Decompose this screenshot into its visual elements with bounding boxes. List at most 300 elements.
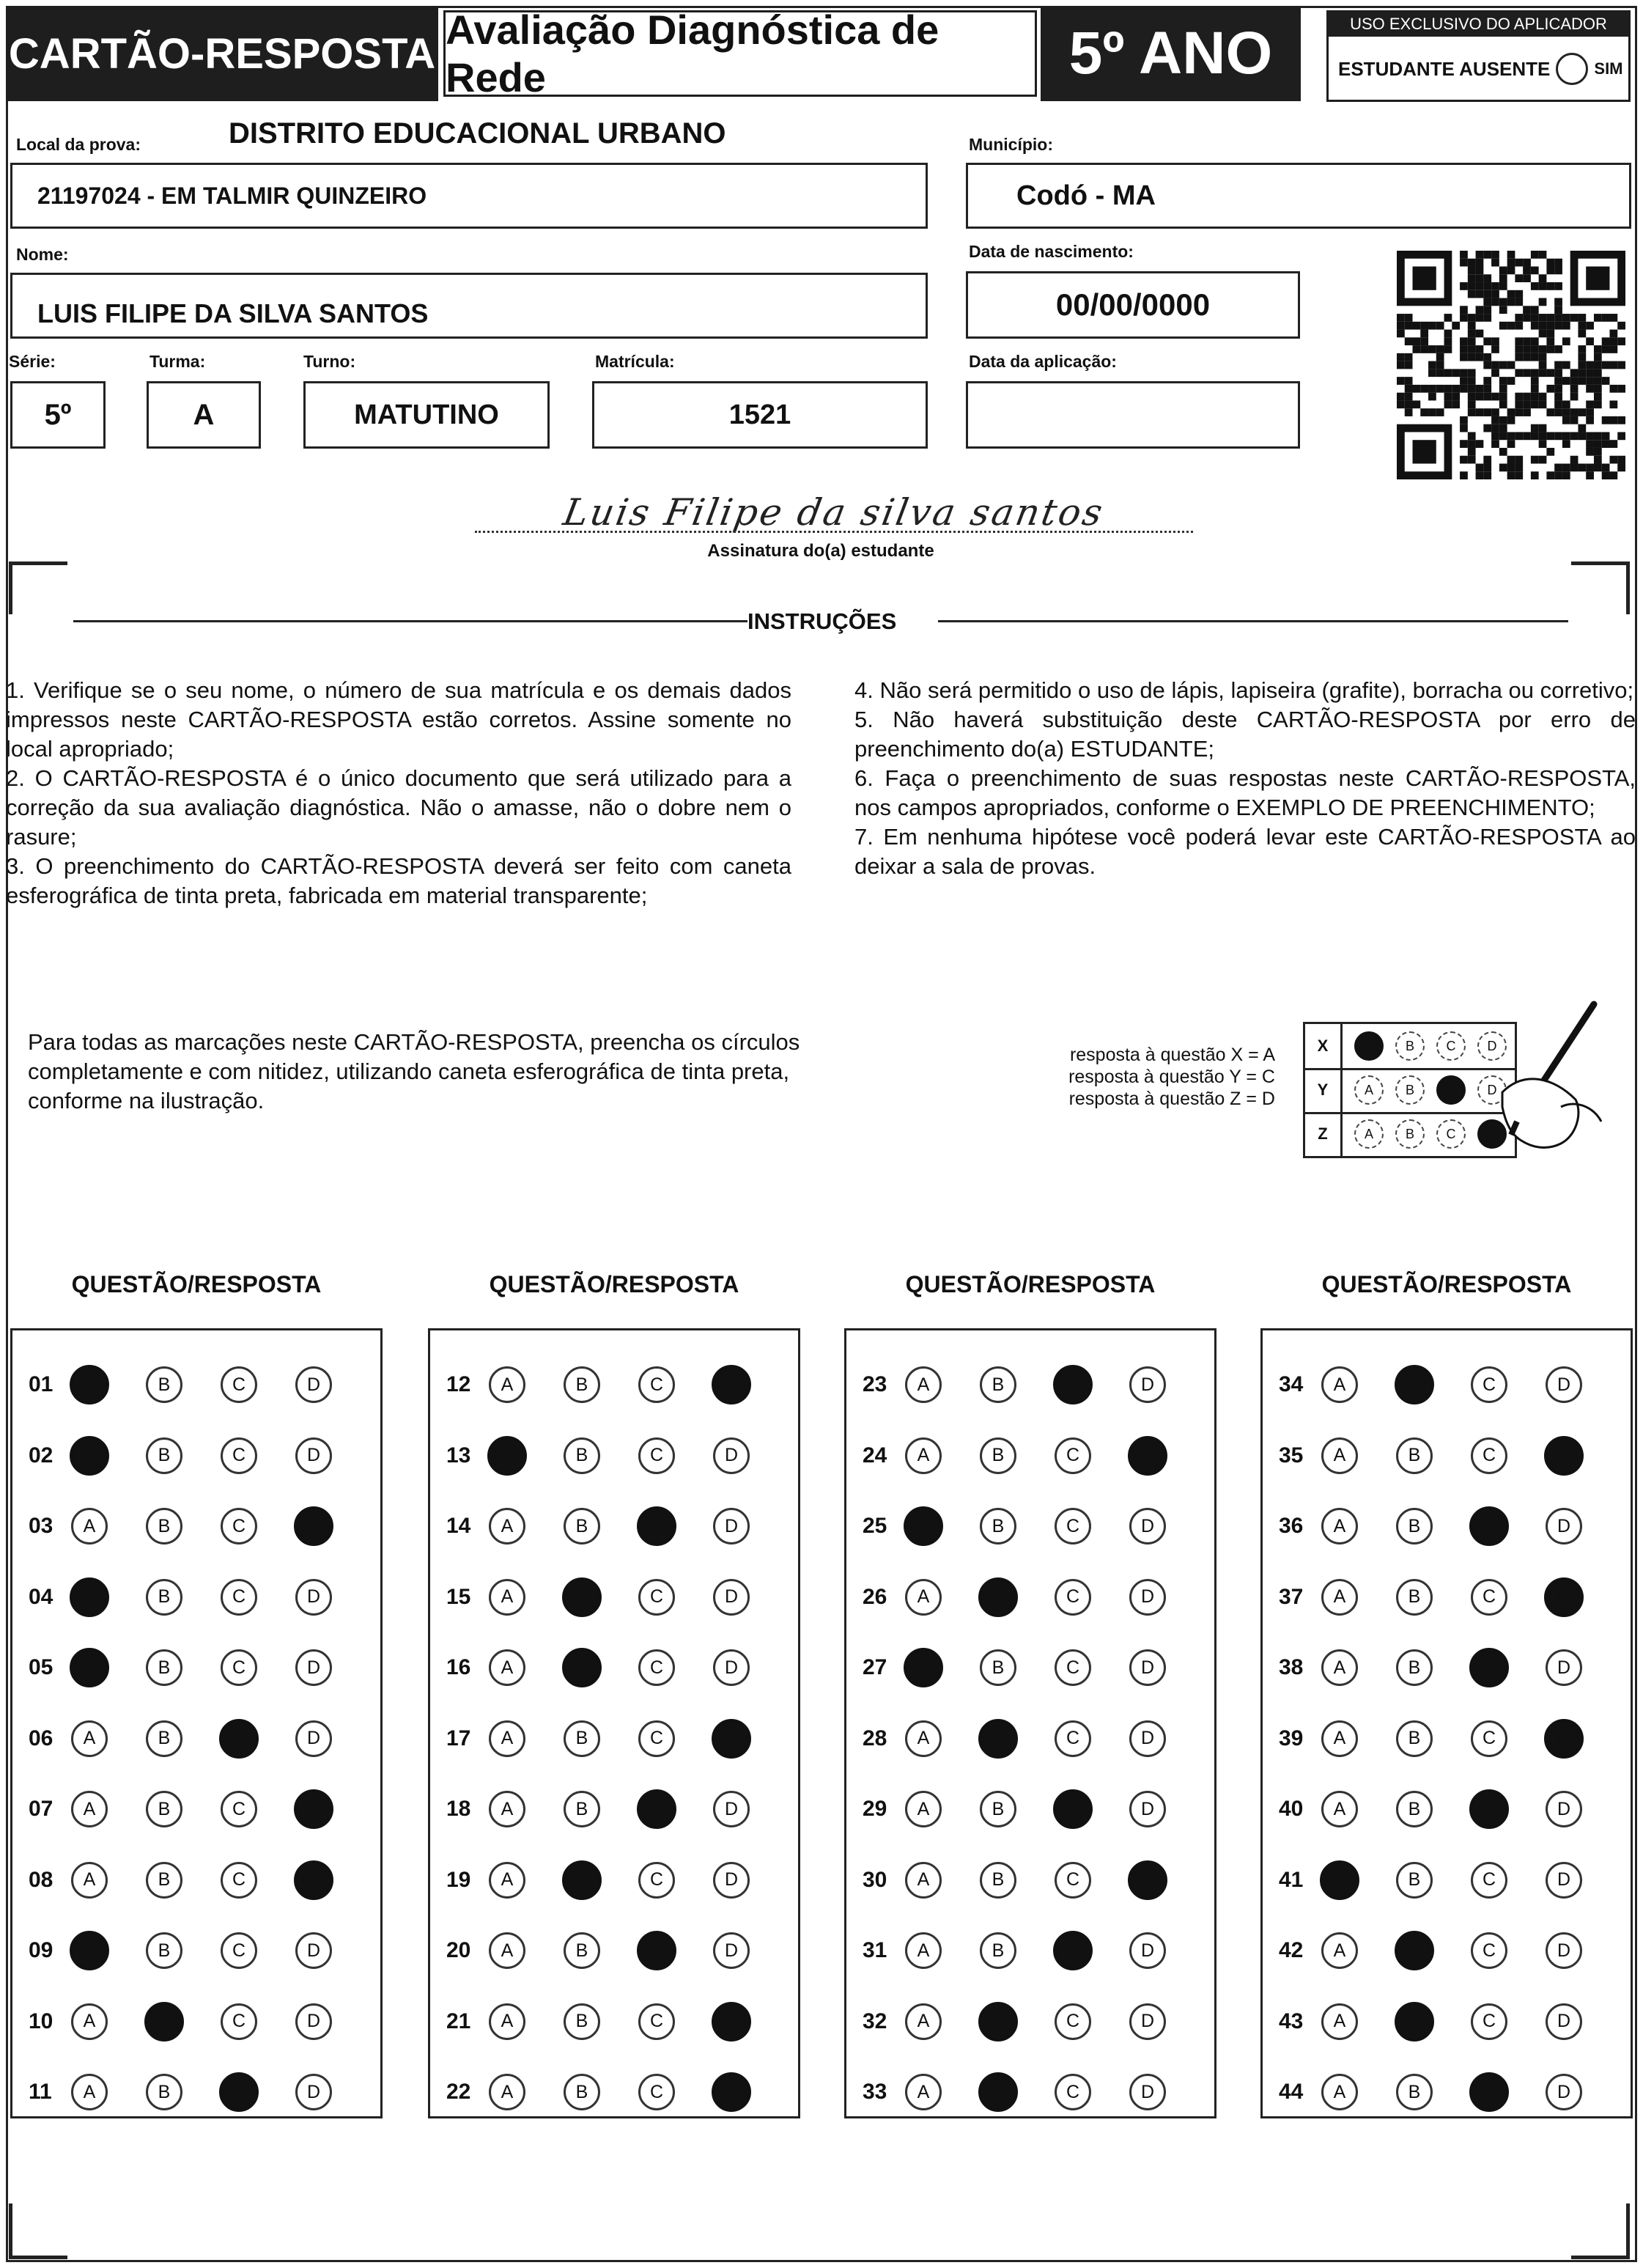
corner-mark-bottom-left [9, 2203, 67, 2259]
answer-bubble-b[interactable]: B [980, 1649, 1016, 1686]
answer-bubble-d[interactable]: D [1546, 1932, 1582, 1969]
answer-bubble-b[interactable]: B [978, 1719, 1018, 1759]
question-number: 02 [29, 1443, 53, 1468]
answer-bubble-d[interactable]: D [1129, 1649, 1166, 1686]
answer-bubble-d[interactable]: D [712, 1719, 751, 1759]
answer-bubble-d[interactable]: D [712, 2002, 751, 2041]
answer-bubble-d[interactable]: D [294, 1506, 333, 1546]
answer-bubble-a[interactable]: A [489, 1932, 525, 1969]
answer-bubble-d[interactable]: D [295, 1437, 332, 1474]
answer-row [1263, 1363, 1620, 1407]
answer-bubble-c[interactable]: C [1055, 2074, 1091, 2110]
answer-bubble-d[interactable]: D [1546, 2003, 1582, 2040]
answer-bubble-c[interactable]: C [1471, 1579, 1507, 1616]
answer-bubble-a[interactable]: A [70, 1436, 109, 1476]
answer-bubble-d[interactable]: D [295, 2074, 332, 2110]
answer-bubble-b[interactable]: B [146, 1649, 182, 1686]
answer-bubble-d[interactable]: D [1546, 1791, 1582, 1827]
answer-bubble-d[interactable]: D [1544, 1577, 1584, 1617]
answer-bubble-d[interactable]: D [295, 1932, 332, 1969]
question-number: 01 [29, 1372, 53, 1396]
answer-bubble-a[interactable]: A [905, 1932, 942, 1969]
answer-bubble-d[interactable]: D [712, 2072, 751, 2112]
answer-bubble-d[interactable]: D [1129, 1579, 1166, 1616]
question-number: 28 [863, 1726, 887, 1750]
answer-bubble-a[interactable]: A [905, 1862, 942, 1899]
answer-bubble-a[interactable]: A [1321, 1649, 1358, 1686]
answer-bubble-d[interactable]: D [1544, 1436, 1584, 1476]
corner-mark-bottom-right [1571, 2203, 1630, 2259]
example-caption: resposta à questão X = A [1069, 1045, 1275, 1065]
answer-bubble-d[interactable]: D [1546, 1862, 1582, 1899]
answer-bubble-d[interactable]: D [713, 1579, 750, 1616]
answer-bubble-c[interactable]: C [221, 1649, 257, 1686]
answer-bubble-d[interactable]: D [713, 1649, 750, 1686]
answer-bubble-d[interactable]: D [294, 1860, 333, 1900]
answer-bubble-c[interactable]: C [1055, 1579, 1091, 1616]
answer-bubble-b[interactable]: B [1396, 1437, 1433, 1474]
answer-bubble-a[interactable]: A [1321, 1791, 1358, 1827]
answer-row [1263, 1434, 1620, 1478]
answer-bubble-c[interactable]: C [1471, 1720, 1507, 1757]
nascimento-label: Data de nascimento: [969, 242, 1134, 261]
answer-bubble-b[interactable]: B [564, 1366, 600, 1403]
nome-field: LUIS FILIPE DA SILVA SANTOS [10, 273, 928, 339]
answer-bubble-a[interactable]: A [1321, 1508, 1358, 1544]
answer-row [430, 1363, 788, 1407]
answer-bubble-c[interactable]: C [1055, 1862, 1091, 1899]
answer-row [12, 2070, 370, 2114]
municipio-field: Codó - MA [966, 163, 1631, 229]
answer-row [430, 2000, 788, 2044]
answer-bubble-b[interactable]: B [1396, 1791, 1433, 1827]
answer-bubble-b[interactable]: B [980, 1437, 1016, 1474]
question-number: 29 [863, 1797, 887, 1821]
answer-bubble-c[interactable]: C [1471, 1366, 1507, 1403]
answer-bubble-d[interactable]: D [713, 1862, 750, 1899]
answer-bubble-d[interactable]: D [1544, 1719, 1584, 1759]
fill-note: Para todas as marcações neste CARTÃO-RESPOSTA, preencha os círculos completamente e com nitidez, utilizando caneta esferográfica de tinta preta, conforme na ilustração. [28, 1029, 800, 1113]
answer-bubble-a[interactable]: A [71, 1791, 108, 1827]
answer-bubble-b[interactable]: B [564, 1720, 600, 1757]
answer-bubble-a[interactable]: A [489, 1791, 525, 1827]
answer-bubble-b[interactable]: B [978, 1577, 1018, 1617]
question-number: 03 [29, 1514, 53, 1538]
serie-label: Série: [9, 352, 56, 371]
example-captions [1011, 1044, 1275, 1110]
instructions-title: INSTRUÇÕES [747, 608, 897, 634]
answer-bubble-b[interactable]: B [564, 1508, 600, 1544]
signature-label: Assinatura do(a) estudante [707, 541, 934, 561]
answer-bubble-a[interactable]: A [70, 1648, 109, 1687]
answer-bubble-c[interactable]: C [637, 1931, 676, 1970]
instructions-left [6, 676, 791, 910]
answer-bubble-c[interactable]: C [1055, 1437, 1091, 1474]
answer-bubble-c[interactable]: C [221, 1932, 257, 1969]
question-number: 23 [863, 1372, 887, 1396]
example-bubble-b: B [1395, 1031, 1425, 1061]
answer-bubble-a[interactable]: A [70, 1577, 109, 1617]
answer-bubble-a[interactable]: A [905, 1579, 942, 1616]
answer-bubble-a[interactable]: A [71, 2003, 108, 2040]
question-number: 25 [863, 1514, 887, 1538]
example-bubble-d: D [1477, 1119, 1507, 1149]
example-bubble-d: D [1477, 1031, 1507, 1061]
question-number: 42 [1279, 1938, 1304, 1962]
question-number: 26 [863, 1584, 887, 1609]
answer-bubble-d[interactable]: D [1129, 2003, 1166, 2040]
answer-column [844, 1328, 1216, 2118]
turma-field: A [147, 381, 261, 449]
answer-bubble-d[interactable]: D [1546, 1508, 1582, 1544]
question-number: 11 [29, 2080, 52, 2104]
answer-bubble-c[interactable]: C [221, 1437, 257, 1474]
answer-bubble-a[interactable]: A [489, 1649, 525, 1686]
answer-bubble-b[interactable]: B [564, 2003, 600, 2040]
answer-bubble-c[interactable]: C [219, 1719, 259, 1759]
question-number: 08 [29, 1867, 53, 1892]
instructions-rule-right [938, 620, 1568, 622]
answer-bubble-b[interactable]: B [146, 1366, 182, 1403]
instruction-item: 7. Em nenhuma hipótese você poderá levar este CARTÃO-RESPOSTA ao deixar a sala de provas. [854, 824, 1636, 879]
answer-row [430, 1504, 788, 1548]
answer-bubble-c[interactable]: C [638, 2003, 675, 2040]
answer-bubble-c[interactable]: C [638, 2074, 675, 2110]
answer-row [846, 2070, 1204, 2114]
answer-bubble-b[interactable]: B [564, 1437, 600, 1474]
answer-bubble-a[interactable]: A [1321, 1366, 1358, 1403]
instruction-item: 2. O CARTÃO-RESPOSTA é o único documento que será utilizado para a correção da sua avaliação diagnóstica. Não o amasse, não o dobre nem o rasure; [6, 765, 791, 850]
corner-mark-top-right [1571, 562, 1630, 614]
answer-bubble-c[interactable]: C [1471, 2003, 1507, 2040]
answer-bubble-a[interactable]: A [71, 1862, 108, 1899]
question-number: 18 [446, 1797, 471, 1821]
answer-bubble-d[interactable]: D [295, 1720, 332, 1757]
instruction-item: 4. Não será permitido o uso de lápis, lapiseira (grafite), borracha ou corretivo; [854, 677, 1634, 703]
answer-bubble-a[interactable]: A [489, 2003, 525, 2040]
answer-bubble-b[interactable]: B [1395, 2002, 1434, 2041]
answer-bubble-d[interactable]: D [1129, 2074, 1166, 2110]
answer-row [430, 1787, 788, 1831]
answer-bubble-b[interactable]: B [146, 1437, 182, 1474]
answer-bubble-c[interactable]: C [638, 1720, 675, 1757]
question-number: 05 [29, 1655, 53, 1679]
answer-row [1263, 1929, 1620, 1973]
hand-pen-icon [1473, 997, 1627, 1180]
answer-bubble-c[interactable]: C [1471, 1862, 1507, 1899]
answer-bubble-a[interactable]: A [489, 1579, 525, 1616]
example-bubble-b: B [1395, 1119, 1425, 1149]
question-number: 15 [446, 1584, 471, 1609]
question-number: 07 [29, 1797, 53, 1821]
instructions-rule-left [73, 620, 747, 622]
answer-bubble-a[interactable]: A [489, 1508, 525, 1544]
example-bubble-c: C [1436, 1031, 1466, 1061]
answer-row [1263, 1504, 1620, 1548]
instruction-item: 3. O preenchimento do CARTÃO-RESPOSTA deverá ser feito com caneta esferográfica de tinta preta, fabricada em material transparente; [6, 853, 791, 908]
answer-bubble-b[interactable]: B [978, 2002, 1018, 2041]
answer-bubble-c[interactable]: C [1055, 1508, 1091, 1544]
answer-bubble-c[interactable]: C [637, 1506, 676, 1546]
example-caption: resposta à questão Y = C [1068, 1067, 1275, 1087]
question-number: 21 [446, 2009, 471, 2033]
qr-code-icon [1397, 251, 1625, 479]
absent-row [1338, 45, 1624, 92]
answer-row [846, 1504, 1204, 1548]
answer-bubble-b[interactable]: B [980, 1862, 1016, 1899]
answer-bubble-c[interactable]: C [1471, 1437, 1507, 1474]
question-number: 14 [446, 1514, 471, 1538]
answer-bubble-a[interactable]: A [905, 1720, 942, 1757]
answer-row [430, 2070, 788, 2114]
answer-bubble-b[interactable]: B [980, 1791, 1016, 1827]
answer-bubble-d[interactable]: D [1129, 1720, 1166, 1757]
answer-row [430, 1575, 788, 1619]
question-number: 22 [446, 2080, 471, 2104]
answer-bubble-d[interactable]: D [295, 1579, 332, 1616]
answer-bubble-a[interactable]: A [905, 1437, 942, 1474]
answer-bubble-c[interactable]: C [221, 1579, 257, 1616]
answer-row [1263, 2070, 1620, 2114]
answer-bubble-b[interactable]: B [1396, 1720, 1433, 1757]
answer-bubble-c[interactable]: C [221, 2003, 257, 2040]
answer-bubble-a[interactable]: A [905, 2074, 942, 2110]
answer-bubble-d[interactable]: D [713, 1437, 750, 1474]
local-label: Local da prova: [16, 135, 141, 154]
answer-bubble-a[interactable]: A [905, 1791, 942, 1827]
answer-bubble-c[interactable]: C [1469, 2072, 1509, 2112]
answer-bubble-b[interactable]: B [1395, 1365, 1434, 1404]
answer-bubble-b[interactable]: B [146, 2074, 182, 2110]
answer-bubble-b[interactable]: B [562, 1648, 602, 1687]
answer-bubble-c[interactable]: C [1053, 1789, 1093, 1829]
answer-bubble-a[interactable]: A [71, 2074, 108, 2110]
answer-bubble-d[interactable]: D [1129, 1791, 1166, 1827]
answer-bubble-c[interactable]: C [219, 2072, 259, 2112]
answer-bubble-c[interactable]: C [1471, 1932, 1507, 1969]
answer-bubble-b[interactable]: B [1396, 1649, 1433, 1686]
answer-bubble-b[interactable]: B [146, 1932, 182, 1969]
matricula-field: 1521 [592, 381, 928, 449]
answer-bubble-a[interactable]: A [1321, 1720, 1358, 1757]
applicator-label: USO EXCLUSIVO DO APLICADOR [1328, 12, 1629, 37]
answer-row [12, 1434, 370, 1478]
serie-field: 5º [10, 381, 106, 449]
answer-bubble-b[interactable]: B [1396, 2074, 1433, 2110]
answer-bubble-d[interactable]: D [713, 1791, 750, 1827]
question-number: 36 [1279, 1514, 1304, 1538]
question-number: 32 [863, 2009, 887, 2033]
question-number: 10 [29, 2009, 53, 2033]
answer-bubble-c[interactable]: C [1469, 1506, 1509, 1546]
answer-column-title: QUESTÃO/RESPOSTA [1321, 1271, 1572, 1297]
answer-bubble-c[interactable]: C [221, 1791, 257, 1827]
answer-bubble-a[interactable]: A [905, 1366, 942, 1403]
answer-bubble-b[interactable]: B [146, 1508, 182, 1544]
answer-row [12, 1363, 370, 1407]
answer-bubble-a[interactable]: A [489, 1366, 525, 1403]
answer-bubble-a[interactable]: A [1321, 1932, 1358, 1969]
answer-bubble-b[interactable]: B [564, 2074, 600, 2110]
turma-label: Turma: [149, 352, 206, 371]
answer-bubble-d[interactable]: D [1128, 1860, 1167, 1900]
answer-bubble-a[interactable]: A [489, 1720, 525, 1757]
example-bubble-d: D [1477, 1075, 1507, 1105]
answer-bubble-c[interactable]: C [221, 1862, 257, 1899]
answer-bubble-c[interactable]: C [1055, 1649, 1091, 1686]
corner-mark-top-left [9, 562, 67, 614]
answer-row [430, 1858, 788, 1902]
example-caption: resposta à questão Z = D [1068, 1089, 1275, 1109]
answer-bubble-d[interactable]: D [294, 1789, 333, 1829]
answer-column-title: QUESTÃO/RESPOSTA [71, 1271, 322, 1297]
answer-bubble-c[interactable]: C [638, 1862, 675, 1899]
instruction-item: 6. Faça o preenchimento de suas respostas neste CARTÃO-RESPOSTA, nos campos apropriados, conforme o EXEMPLO DE PREENCHIMENTO; [854, 765, 1636, 820]
answer-bubble-a[interactable]: A [904, 1648, 943, 1687]
answer-bubble-a[interactable]: A [71, 1508, 108, 1544]
answer-bubble-b[interactable]: B [564, 1791, 600, 1827]
question-number: 20 [446, 1938, 471, 1962]
answer-bubble-b[interactable]: B [1396, 1579, 1433, 1616]
question-number: 33 [863, 2080, 887, 2104]
example-bubble-a: A [1354, 1075, 1384, 1105]
answer-row [12, 1575, 370, 1619]
municipio-label: Município: [969, 135, 1053, 154]
answer-bubble-b[interactable]: B [562, 1577, 602, 1617]
question-number: 31 [863, 1938, 887, 1962]
answer-bubble-d[interactable]: D [712, 1365, 751, 1404]
answer-row [846, 1858, 1204, 1902]
answer-bubble-c[interactable]: C [638, 1649, 675, 1686]
answer-bubble-b[interactable]: B [146, 1862, 182, 1899]
answer-bubble-a[interactable]: A [70, 1365, 109, 1404]
answer-row [1263, 1787, 1620, 1831]
answer-bubble-d[interactable]: D [713, 1932, 750, 1969]
answer-bubble-d[interactable]: D [1128, 1436, 1167, 1476]
answer-bubble-b[interactable]: B [564, 1932, 600, 1969]
answer-row [1263, 1575, 1620, 1619]
answer-bubble-c[interactable]: C [638, 1366, 675, 1403]
answer-row [846, 1646, 1204, 1690]
answer-column-title: QUESTÃO/RESPOSTA [905, 1271, 1156, 1297]
answer-bubble-b[interactable]: B [1396, 1862, 1433, 1899]
answer-bubble-c[interactable]: C [1053, 1365, 1093, 1404]
answer-row [1263, 2000, 1620, 2044]
matricula-label: Matrícula: [595, 352, 675, 371]
district-name: DISTRITO EDUCACIONAL URBANO [229, 117, 726, 150]
answer-bubble-a[interactable]: A [489, 1862, 525, 1899]
answer-bubble-d[interactable]: D [1129, 1366, 1166, 1403]
answer-bubble-d[interactable]: D [295, 1649, 332, 1686]
answer-bubble-c[interactable]: C [1055, 2003, 1091, 2040]
question-number: 09 [29, 1938, 53, 1962]
answer-bubble-d[interactable]: D [1546, 1366, 1582, 1403]
example-row-label: Z [1305, 1112, 1343, 1156]
answer-row [846, 2000, 1204, 2044]
answer-bubble-a[interactable]: A [71, 1720, 108, 1757]
card-title: CARTÃO-RESPOSTA [6, 6, 438, 101]
question-number: 16 [446, 1655, 471, 1679]
question-number: 41 [1279, 1867, 1304, 1892]
answer-row [12, 1787, 370, 1831]
answer-bubble-a[interactable]: A [1321, 2003, 1358, 2040]
example-bubble-a: A [1354, 1031, 1384, 1061]
answer-bubble-c[interactable]: C [638, 1579, 675, 1616]
answer-bubble-b[interactable]: B [1395, 1931, 1434, 1970]
answer-bubble-a[interactable]: A [1321, 1437, 1358, 1474]
answer-bubble-a[interactable]: A [489, 2074, 525, 2110]
answer-bubble-a[interactable]: A [1320, 1860, 1359, 1900]
answer-bubble-d[interactable]: D [295, 1366, 332, 1403]
answer-bubble-d[interactable]: D [713, 1508, 750, 1544]
answer-bubble-b[interactable]: B [978, 2072, 1018, 2112]
answer-bubble-a[interactable]: A [70, 1931, 109, 1970]
example-bubble-b: B [1395, 1075, 1425, 1105]
answer-bubble-d[interactable]: D [1129, 1932, 1166, 1969]
example-bubble-c: C [1436, 1075, 1466, 1105]
answer-row [1263, 1858, 1620, 1902]
question-number: 40 [1279, 1797, 1304, 1821]
evaluation-title: Avaliação Diagnóstica de Rede [443, 10, 1037, 97]
answer-bubble-c[interactable]: C [221, 1508, 257, 1544]
answer-bubble-c[interactable]: C [221, 1366, 257, 1403]
answer-bubble-c[interactable]: C [638, 1437, 675, 1474]
answer-bubble-a[interactable]: A [904, 1506, 943, 1546]
answer-row [12, 1717, 370, 1761]
answer-bubble-b[interactable]: B [146, 1720, 182, 1757]
answer-bubble-d[interactable]: D [1129, 1508, 1166, 1544]
absent-checkbox[interactable] [1556, 53, 1588, 85]
answer-column-title: QUESTÃO/RESPOSTA [489, 1271, 739, 1297]
answer-bubble-d[interactable]: D [1546, 1649, 1582, 1686]
answer-bubble-d[interactable]: D [1546, 2074, 1582, 2110]
answer-bubble-b[interactable]: B [980, 1366, 1016, 1403]
answer-bubble-b[interactable]: B [146, 1579, 182, 1616]
answer-bubble-a[interactable]: A [487, 1436, 527, 1476]
answer-bubble-a[interactable]: A [905, 2003, 942, 2040]
answer-row [430, 1434, 788, 1478]
answer-row [1263, 1717, 1620, 1761]
answer-bubble-b[interactable]: B [562, 1860, 602, 1900]
example-row-label: Y [1305, 1068, 1343, 1112]
turno-field: MATUTINO [303, 381, 550, 449]
nome-label: Nome: [16, 245, 69, 264]
question-number: 27 [863, 1655, 887, 1679]
signature-line [475, 531, 1193, 533]
answer-row [12, 2000, 370, 2044]
answer-bubble-b[interactable]: B [1396, 1508, 1433, 1544]
answer-bubble-a[interactable]: A [1321, 1579, 1358, 1616]
answer-column [428, 1328, 800, 2118]
question-number: 19 [446, 1867, 471, 1892]
answer-bubble-d[interactable]: D [295, 2003, 332, 2040]
answer-bubble-c[interactable]: C [1469, 1648, 1509, 1687]
answer-bubble-b[interactable]: B [146, 1791, 182, 1827]
answer-bubble-b[interactable]: B [144, 2002, 184, 2041]
question-number: 04 [29, 1584, 53, 1609]
answer-bubble-c[interactable]: C [637, 1789, 676, 1829]
answer-row [12, 1646, 370, 1690]
instructions-right [854, 676, 1636, 881]
answer-bubble-a[interactable]: A [1321, 2074, 1358, 2110]
answer-bubble-b[interactable]: B [980, 1508, 1016, 1544]
nascimento-field: 00/00/0000 [966, 271, 1300, 339]
answer-bubble-c[interactable]: C [1469, 1789, 1509, 1829]
answer-bubble-c[interactable]: C [1053, 1931, 1093, 1970]
answer-bubble-b[interactable]: B [980, 1932, 1016, 1969]
answer-bubble-c[interactable]: C [1055, 1720, 1091, 1757]
question-number: 34 [1279, 1372, 1304, 1396]
